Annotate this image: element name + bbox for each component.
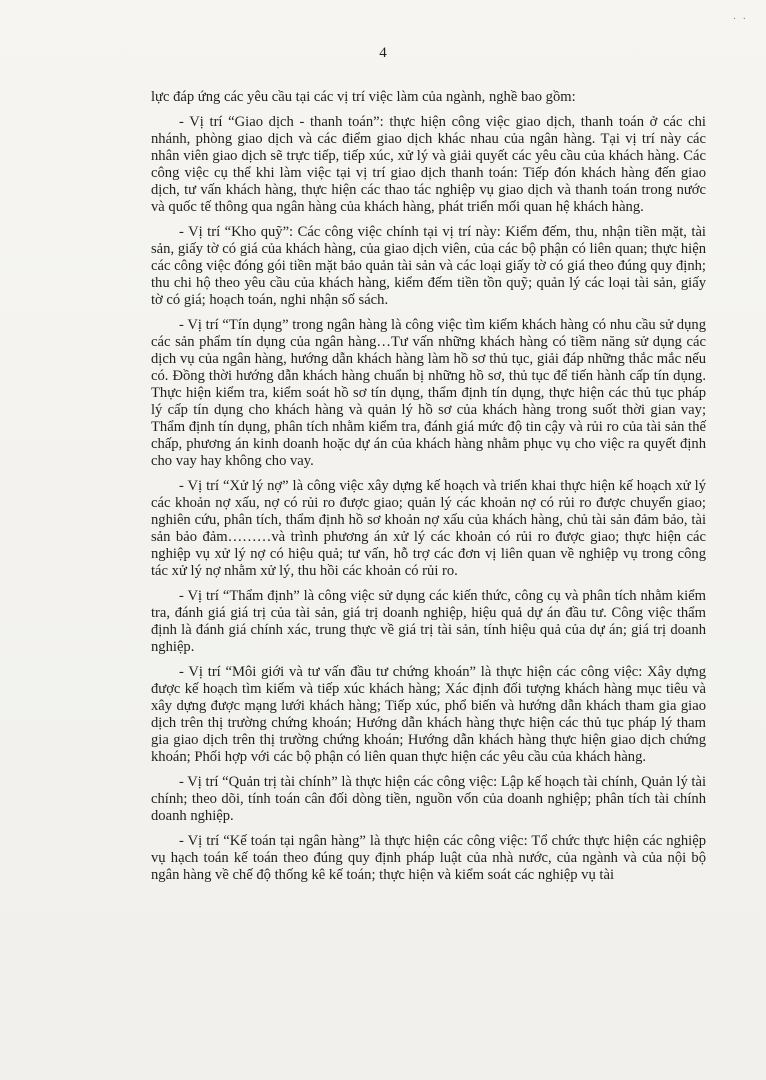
paragraph-ke-toan-ngan-hang: - Vị trí “Kế toán tại ngân hàng” là thực hiện các công việc: Tổ chức thực hiện các nghiệp vụ hạch toán kế toán theo đúng quy định pháp luật của nhà nước, của ngành và của nội bộ ngân hàng về chế độ thống kê kế toán; thực hiện và kiểm soát các nghiệp vụ tài (151, 833, 706, 883)
paragraph-tin-dung: - Vị trí “Tín dụng” trong ngân hàng là công việc tìm kiếm khách hàng có nhu cầu sử dụng các sản phẩm tín dụng của ngân hàng…Tư vấn những khách hàng có tiềm năng sử dụng các dịch vụ của ngân hàng, hướng dẫn khách hàng làm hồ sơ thủ tục, giải đáp những thắc mắc nếu có. Đồng thời hướng dẫn khách hàng chuẩn bị những hồ sơ, thủ tục để tiến hành cấp tín dụng. Thực hiện kiểm tra, kiểm soát hồ sơ tín dụng, thẩm định tín dụng, thực hiện các thủ tục pháp lý cấp tín dụng cho khách hàng và quản lý hồ sơ của khách hàng trong suốt thời gian vay; Thẩm định tín dụng, phân tích nhằm kiểm tra, đánh giá mức độ tin cậy và rủi ro của tài sản thế chấp, phương án kinh doanh hoặc dự án của khách hàng nhằm phục vụ cho việc ra quyết định cho vay hay không cho vay. (151, 317, 706, 469)
paragraph-intro: lực đáp ứng các yêu cầu tại các vị trí việc làm của ngành, nghề bao gồm: (151, 89, 576, 105)
paragraph-kho-quy: - Vị trí “Kho quỹ”: Các công việc chính tại vị trí này: Kiểm đếm, thu, nhận tiền mặt, tài sản, giấy tờ có giá của khách hàng, của giao dịch viên, của các bộ phận có liên quan; thực hiện các công việc đóng gói tiền mặt bảo quản tài sản và các loại giấy tờ có giá theo đúng quy định; thu chi hộ theo yêu cầu của khách hàng, kiểm đếm tiền tồn quỹ; quản lý các loại tài sản, giấy tờ có giá; hoạch toán, nghi nhận số sách. (151, 224, 706, 308)
document-body (151, 89, 706, 892)
page-number: 4 (379, 45, 387, 61)
paragraph-xu-ly-no: - Vị trí “Xử lý nợ” là công việc xây dựng kế hoạch và triển khai thực hiện kế hoạch xử lý các khoản nợ xấu, nợ có rủi ro được giao; quản lý các khoản nợ có rủi ro được chuyển giao; nghiên cứu, phân tích, thẩm định hồ sơ khoản nợ xấu của khách hàng, chủ tài sản đảm bảo, tài sản bảo đảm………và trình phương án xử lý các khoản có rủi ro được giao; thực hiện các nghiệp vụ xử lý nợ có hiệu quả; tư vấn, hỗ trợ các đơn vị liên quan về nghiệp vụ trong công tác xử lý nợ nhằm xử lý, thu hồi các khoản có rủi ro. (151, 478, 706, 579)
paragraph-tham-dinh: - Vị trí “Thẩm định” là công việc sử dụng các kiến thức, công cụ và phân tích nhằm kiểm tra, đánh giá giá trị của tài sản, giá trị doanh nghiệp, hiệu quả dự án đầu tư. Công việc thẩm định là đánh giá chính xác, trung thực về giá trị tài sản, tính hiệu quả của dự án; giá trị doanh nghiệp. (151, 588, 706, 655)
paragraph-quan-tri-tai-chinh: - Vị trí “Quản trị tài chính” là thực hiện các công việc: Lập kế hoạch tài chính, Quản lý tài chính; theo dõi, tính toán cân đối dòng tiền, nguồn vốn của doanh nghiệp; phân tích tài chính doanh nghiệp. (151, 774, 706, 824)
paragraph-moi-gioi-chung-khoan: - Vị trí “Môi giới và tư vấn đầu tư chứng khoán” là thực hiện các công việc: Xây dựng được kế hoạch tìm kiếm và tiếp xúc khách hàng; Xác định đối tượng khách hàng mục tiêu và xây dựng được mạng lưới khách hàng; Tiếp xúc, phổ biến và hướng dẫn khách tham gia giao dịch trên thị trường chứng khoán; Hướng dẫn khách hàng thực hiện các thủ tục pháp lý tham gia giao dịch trên thị trường chứng khoán; Hướng dẫn khách hàng thực hiện giao dịch chứng khoán; Phối hợp với các bộ phận có liên quan thực hiện các yêu cầu của khách hàng. (151, 664, 706, 765)
scan-mark: · · (732, 14, 748, 25)
paragraph-giao-dich-thanh-toan: - Vị trí “Giao dịch - thanh toán”: thực hiện công việc giao dịch, thanh toán ở các chi nhánh, phòng giao dịch và các điểm giao dịch khác nhau của ngân hàng. Tại vị trí này các nhân viên giao dịch sẽ trực tiếp, tiếp xúc, xử lý và giải quyết các yêu cầu của khách hàng. Các công việc cụ thể khi làm việc tại vị trí giao dịch thanh toán: Tiếp đón khách hàng đến giao dịch, tư vấn khách hàng, thực hiện các thao tác nghiệp vụ giao dịch và thanh toán trong nước và quốc tế thông qua ngân hàng của khách hàng, phát triển mối quan hệ khách hàng. (151, 114, 706, 215)
